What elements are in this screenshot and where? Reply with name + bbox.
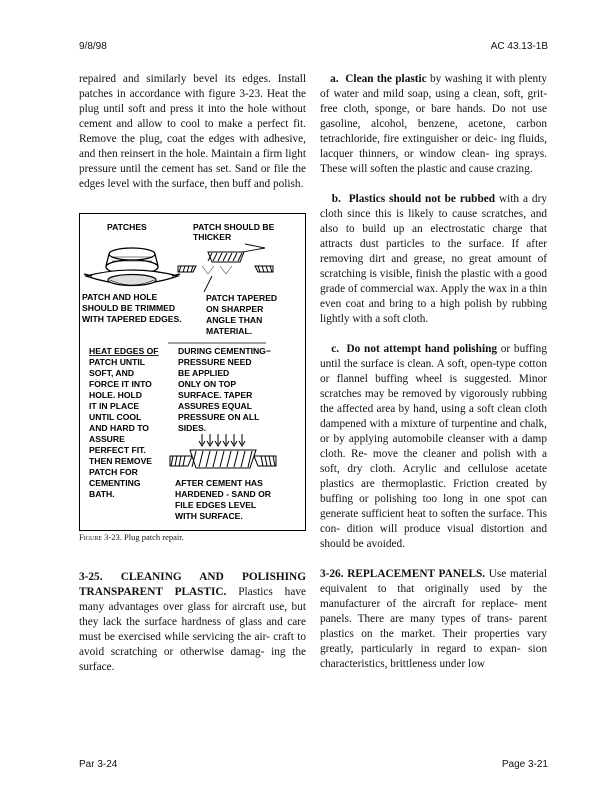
para-body: or buffing until the surface is clean. A soft, open-type cotton or flannel buffing wheel is suggested. Minor scratches may be removed by vigorously rubbing the affected area by hand, using a soft clean cloth dampened with a mixture of turpentine and chalk, or by applying automobile cleanser with a damp cloth. Re- move the cleaner and polish with a soft, dry cloth. Acrylic and cellulose acetate plastics are thermoplastic. Friction created by buffing or polishing too long in one spot can generate sufficient heat to soften the surface. This con- dition will produce visual distortion and should be avoided. (320, 343, 547, 550)
para-label: b. (331, 193, 341, 205)
label-heat-9: ASSURE (89, 434, 125, 444)
figure-caption-text: Plug patch repair. (121, 532, 184, 542)
label-during-8: SIDES. (178, 423, 207, 433)
label-during-3: BE APPLIED (178, 368, 230, 378)
label-patch-hole-1: PATCH AND HOLE (82, 292, 158, 302)
footer-par: Par 3-24 (79, 759, 118, 770)
figure-caption (79, 532, 184, 542)
label-heat-6: IT IN PLACE (89, 401, 140, 411)
figure-3-23 (79, 213, 306, 531)
section-3-25 (79, 570, 306, 675)
section-body: Plastics have many advantages over glass for aircraft use, but they lack the surface hardness of glass and care must be exercised while servicing the air- craft to avoid scratching or otherwise damag- ing the surface. (79, 586, 306, 673)
para-body: by washing it with plenty of water and mild soap, using a clean, soft, grit-free cloth, sponge, or bare hands. Do not use gasoline, alcohol, benzene, acetone, carbon tetrachloride, fire extinguisher or deic- ing fluids, lacquer thinners, or window clean- ing sprays. These will soften the plastic and cause crazing. (320, 73, 547, 175)
paragraph-a (320, 72, 547, 177)
arrow-tapered (204, 276, 212, 292)
footer-page-number: Page 3-21 (501, 759, 548, 770)
label-heat-4: FORCE IT INTO (89, 379, 152, 389)
sheet-with-hole (84, 270, 180, 286)
header-date: 9/8/98 (79, 41, 107, 52)
para-heading: Do not attempt hand polishing (346, 343, 498, 355)
section-body: Use material equivalent to that originally used by the manufacturer of the aircraft for replace- ment panels. There are many types of trans- parent plastics on the market. Their properties vary greatly, particularly in regard to expan- sion characteristics, brittleness under low (320, 568, 547, 670)
label-tapered-3: ANGLE THAN (206, 315, 263, 325)
label-tapered-1: PATCH TAPERED (206, 293, 278, 303)
label-heat-12: PATCH FOR (89, 467, 138, 477)
label-heat-7: UNTIL COOL (89, 412, 142, 422)
paragraph-b (320, 192, 547, 327)
label-during-2: PRESSURE NEED (178, 357, 252, 367)
paragraph-c (320, 342, 547, 552)
label-patch-hole-2: SHOULD BE TRIMMED (82, 303, 176, 313)
label-during-4: ONLY ON TOP (178, 379, 237, 389)
label-heat-8: AND HARD TO (89, 423, 149, 433)
paragraph (79, 570, 306, 675)
section-3-26 (320, 567, 547, 672)
label-patches: PATCHES (107, 222, 147, 232)
label-patch-thicker-2: THICKER (193, 232, 232, 242)
label-heat-2: PATCH UNTIL (89, 357, 146, 367)
label-heat-13: CEMENTING (89, 478, 141, 488)
label-heat-11: THEN REMOVE (89, 456, 153, 466)
pressure-illustration (170, 434, 276, 468)
label-tapered-2: ON SHARPER (206, 304, 264, 314)
label-patch-hole-3: WITH TAPERED EDGES. (82, 314, 182, 324)
cross-section-top (178, 252, 273, 274)
label-after-2: HARDENED - SAND OR (175, 489, 271, 499)
header-doc-id: AC 43.13-1B (490, 41, 548, 52)
para-label: a. (330, 73, 339, 85)
para-heading: Clean the plastic (345, 73, 427, 85)
label-heat-1: HEAT EDGES OF (89, 346, 159, 356)
label-during-1: DURING CEMENTING− (178, 346, 271, 356)
label-during-7: PRESSURE ON ALL (178, 412, 260, 422)
paragraph: repaired and similarly bevel its edges. Install patches in accordance with figure 3-23. Heat the plug until soft and press it into the hole without cement and allow to cool to make a perfect fit. Remove the plug, coat the edges with adhesive, and then reinsert in the hole. Maintain a firm light pressure until the cement has set. Sand or file the edges level with the surface, then buff and polish. (79, 73, 306, 190)
label-during-5: SURFACE. TAPER (178, 390, 253, 400)
label-after-4: WITH SURFACE. (175, 511, 243, 521)
label-heat-14: BATH. (89, 489, 115, 499)
label-after-1: AFTER CEMENT HAS (175, 478, 263, 488)
label-after-3: FILE EDGES LEVEL (175, 500, 257, 510)
right-column (320, 72, 547, 672)
left-column-top (79, 72, 306, 192)
section-heading: 3-25. CLEANING AND POLISHING TRANSPARENT PLASTIC. (79, 571, 306, 598)
para-label: c. (331, 343, 340, 355)
label-heat-3: SOFT, AND (89, 368, 135, 378)
para-body: with a dry cloth since this is likely to cause scratches, and also to build up an electrostatic charge that attracts dust particles to the surface. If after removing dirt and grease, no great amount of scratching is visible, finish the plastic with a good grade of commercial wax. Apply the wax in a thin even coat and bring to a high polish by rubbing lightly with a soft cloth. (320, 193, 547, 325)
label-patch-thicker-1: PATCH SHOULD BE (193, 222, 275, 232)
label-heat-10: PERFECT FIT. (89, 445, 146, 455)
label-during-6: ASSURES EQUAL (178, 401, 253, 411)
label-heat-5: HOLE. HOLD (89, 390, 142, 400)
para-heading: Plastics should not be rubbed (348, 193, 496, 205)
figure-caption-label: Figure 3-23. (79, 532, 122, 542)
label-tapered-4: MATERIAL. (206, 326, 253, 336)
section-heading: 3-26. REPLACEMENT PANELS. (320, 568, 486, 580)
